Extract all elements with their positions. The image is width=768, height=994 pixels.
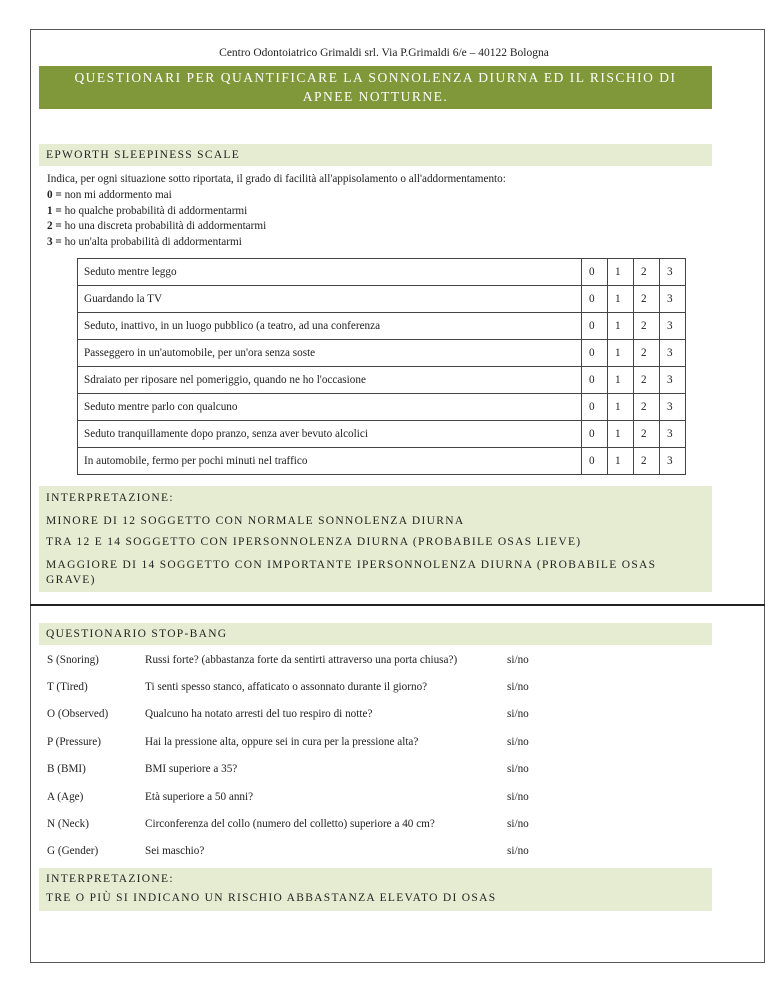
score-option-3[interactable]: 3 <box>660 286 686 313</box>
score-option-0[interactable]: 0 <box>582 394 608 421</box>
interpretation-line: TRA 12 E 14 SOGGETTO CON IPERSONNOLENZA DIURNA (PROBABILE OSAS LIEVE) <box>46 536 582 548</box>
page-title-line2: APNEE NOTTURNE. <box>302 89 449 104</box>
stopbang-code: N (Neck) <box>47 818 89 831</box>
score-option-0[interactable]: 0 <box>582 448 608 475</box>
score-option-3[interactable]: 3 <box>660 259 686 286</box>
scale-item <box>47 235 506 251</box>
page-title-line1: QUESTIONARI PER QUANTIFICARE LA SONNOLENZA DIURNA ED IL RISCHIO DI <box>74 70 677 85</box>
epworth-situation: Guardando la TV <box>78 286 582 313</box>
epworth-row <box>78 340 686 367</box>
score-option-2[interactable]: 2 <box>634 286 660 313</box>
score-option-2[interactable]: 2 <box>634 421 660 448</box>
scale-key: 1 = <box>47 204 62 217</box>
scale-item <box>47 188 506 204</box>
epworth-situation: Passeggero in un'automobile, per un'ora senza soste <box>78 340 582 367</box>
score-option-1[interactable]: 1 <box>608 421 634 448</box>
section-divider <box>30 604 765 606</box>
stopbang-row <box>39 673 567 700</box>
score-option-1[interactable]: 1 <box>608 313 634 340</box>
stopbang-code: T (Tired) <box>47 681 88 694</box>
scale-text: non mi addormento mai <box>61 188 172 201</box>
score-option-0[interactable]: 0 <box>582 340 608 367</box>
epworth-row <box>78 286 686 313</box>
score-option-2[interactable]: 2 <box>634 448 660 475</box>
stopbang-question: Età superiore a 50 anni? <box>145 790 254 803</box>
score-option-1[interactable]: 1 <box>608 259 634 286</box>
epworth-table <box>77 258 686 475</box>
epworth-situation: Seduto mentre parlo con qualcuno <box>78 394 582 421</box>
scale-key: 3 = <box>47 236 62 249</box>
stopbang-answer[interactable]: si/no <box>507 708 529 721</box>
stopbang-row <box>39 646 567 673</box>
stopbang-row <box>39 838 567 865</box>
stopbang-answer[interactable]: si/no <box>507 845 529 858</box>
score-option-1[interactable]: 1 <box>608 448 634 475</box>
stopbang-answer[interactable]: si/no <box>507 653 529 666</box>
stopbang-code: P (Pressure) <box>47 735 101 748</box>
stopbang-row <box>39 810 567 837</box>
stopbang-code: S (Snoring) <box>47 653 99 666</box>
stopbang-row <box>39 756 567 783</box>
interpretation-title: INTERPRETAZIONE: <box>46 492 174 504</box>
score-option-2[interactable]: 2 <box>634 367 660 394</box>
scale-text: ho qualche probabilità di addormentarmi <box>61 204 248 217</box>
score-option-2[interactable]: 2 <box>634 313 660 340</box>
score-option-1[interactable]: 1 <box>608 286 634 313</box>
epworth-row <box>78 367 686 394</box>
epworth-situation: In automobile, fermo per pochi minuti nel traffico <box>78 448 582 475</box>
stopbang-interpretation <box>39 868 712 911</box>
stopbang-code: B (BMI) <box>47 763 86 776</box>
epworth-situation: Seduto mentre leggo <box>78 259 582 286</box>
interpretation-line: TRE O PIÙ SI INDICANO UN RISCHIO ABBASTANZA ELEVATO DI OSAS <box>46 892 497 904</box>
score-option-3[interactable]: 3 <box>660 367 686 394</box>
score-option-0[interactable]: 0 <box>582 286 608 313</box>
stopbang-code: O (Observed) <box>47 708 109 721</box>
scale-item <box>47 219 506 235</box>
clinic-header: Centro Odontoiatrico Grimaldi srl. Via P.Grimaldi 6/e – 40122 Bologna <box>219 47 549 59</box>
epworth-intro <box>47 172 506 251</box>
score-option-2[interactable]: 2 <box>634 394 660 421</box>
stopbang-section-title: QUESTIONARIO STOP-BANG <box>39 623 712 645</box>
stopbang-row <box>39 701 567 728</box>
stopbang-question: Ti senti spesso stanco, affaticato o assonnato durante il giorno? <box>145 681 428 694</box>
scale-text: ho un'alta probabilità di addormentarmi <box>61 236 242 249</box>
epworth-situation: Seduto, inattivo, in un luogo pubblico (a teatro, ad una conferenza <box>78 313 582 340</box>
stopbang-row <box>39 783 567 810</box>
stopbang-question: Russi forte? (abbastanza forte da sentirti attraverso una porta chiusa?) <box>145 653 458 666</box>
stopbang-row <box>39 728 567 755</box>
score-option-1[interactable]: 1 <box>608 394 634 421</box>
interpretation-line: MAGGIORE DI 14 SOGGETTO CON IMPORTANTE IPERSONNOLENZA DIURNA (PROBABILE OSAS <box>46 559 657 571</box>
score-option-2[interactable]: 2 <box>634 340 660 367</box>
stopbang-answer[interactable]: si/no <box>507 763 529 776</box>
score-option-2[interactable]: 2 <box>634 259 660 286</box>
interpretation-line: GRAVE) <box>46 574 96 586</box>
epworth-row <box>78 259 686 286</box>
page-title-banner <box>39 66 712 109</box>
scale-key: 0 = <box>47 188 62 201</box>
stopbang-code: A (Age) <box>47 790 84 803</box>
epworth-situation: Seduto tranquillamente dopo pranzo, senza aver bevuto alcolici <box>78 421 582 448</box>
stopbang-question: Hai la pressione alta, oppure sei in cura per la pressione alta? <box>145 735 419 748</box>
stopbang-table <box>39 646 567 865</box>
stopbang-question: BMI superiore a 35? <box>145 763 238 776</box>
score-option-0[interactable]: 0 <box>582 367 608 394</box>
stopbang-answer[interactable]: si/no <box>507 790 529 803</box>
score-option-0[interactable]: 0 <box>582 313 608 340</box>
score-option-3[interactable]: 3 <box>660 448 686 475</box>
score-option-0[interactable]: 0 <box>582 259 608 286</box>
stopbang-answer[interactable]: si/no <box>507 735 529 748</box>
epworth-row <box>78 421 686 448</box>
score-option-3[interactable]: 3 <box>660 394 686 421</box>
score-option-3[interactable]: 3 <box>660 313 686 340</box>
score-option-3[interactable]: 3 <box>660 340 686 367</box>
epworth-row <box>78 394 686 421</box>
interpretation-line: MINORE DI 12 SOGGETTO CON NORMALE SONNOLENZA DIURNA <box>46 515 465 527</box>
stopbang-answer[interactable]: si/no <box>507 681 529 694</box>
epworth-row <box>78 448 686 475</box>
scale-key: 2 = <box>47 220 62 233</box>
epworth-section-title: EPWORTH SLEEPINESS SCALE <box>39 144 712 166</box>
stopbang-question: Qualcuno ha notato arresti del tuo respiro di notte? <box>145 708 373 721</box>
epworth-intro-text: Indica, per ogni situazione sotto riportata, il grado di facilità all'appisolamento o all'addormentamento: <box>47 173 506 185</box>
epworth-row <box>78 313 686 340</box>
epworth-interpretation <box>39 486 712 592</box>
interpretation-title: INTERPRETAZIONE: <box>46 873 174 885</box>
scale-text: ho una discreta probabilità di addormentarmi <box>61 220 267 233</box>
stopbang-code: G (Gender) <box>47 845 99 858</box>
score-option-3[interactable]: 3 <box>660 421 686 448</box>
scale-item <box>47 204 506 220</box>
stopbang-answer[interactable]: si/no <box>507 818 529 831</box>
score-option-0[interactable]: 0 <box>582 421 608 448</box>
score-option-1[interactable]: 1 <box>608 340 634 367</box>
score-option-1[interactable]: 1 <box>608 367 634 394</box>
stopbang-question: Sei maschio? <box>145 845 205 858</box>
epworth-situation: Sdraiato per riposare nel pomeriggio, quando ne ho l'occasione <box>78 367 582 394</box>
stopbang-question: Circonferenza del collo (numero del colletto) superiore a 40 cm? <box>145 818 435 831</box>
